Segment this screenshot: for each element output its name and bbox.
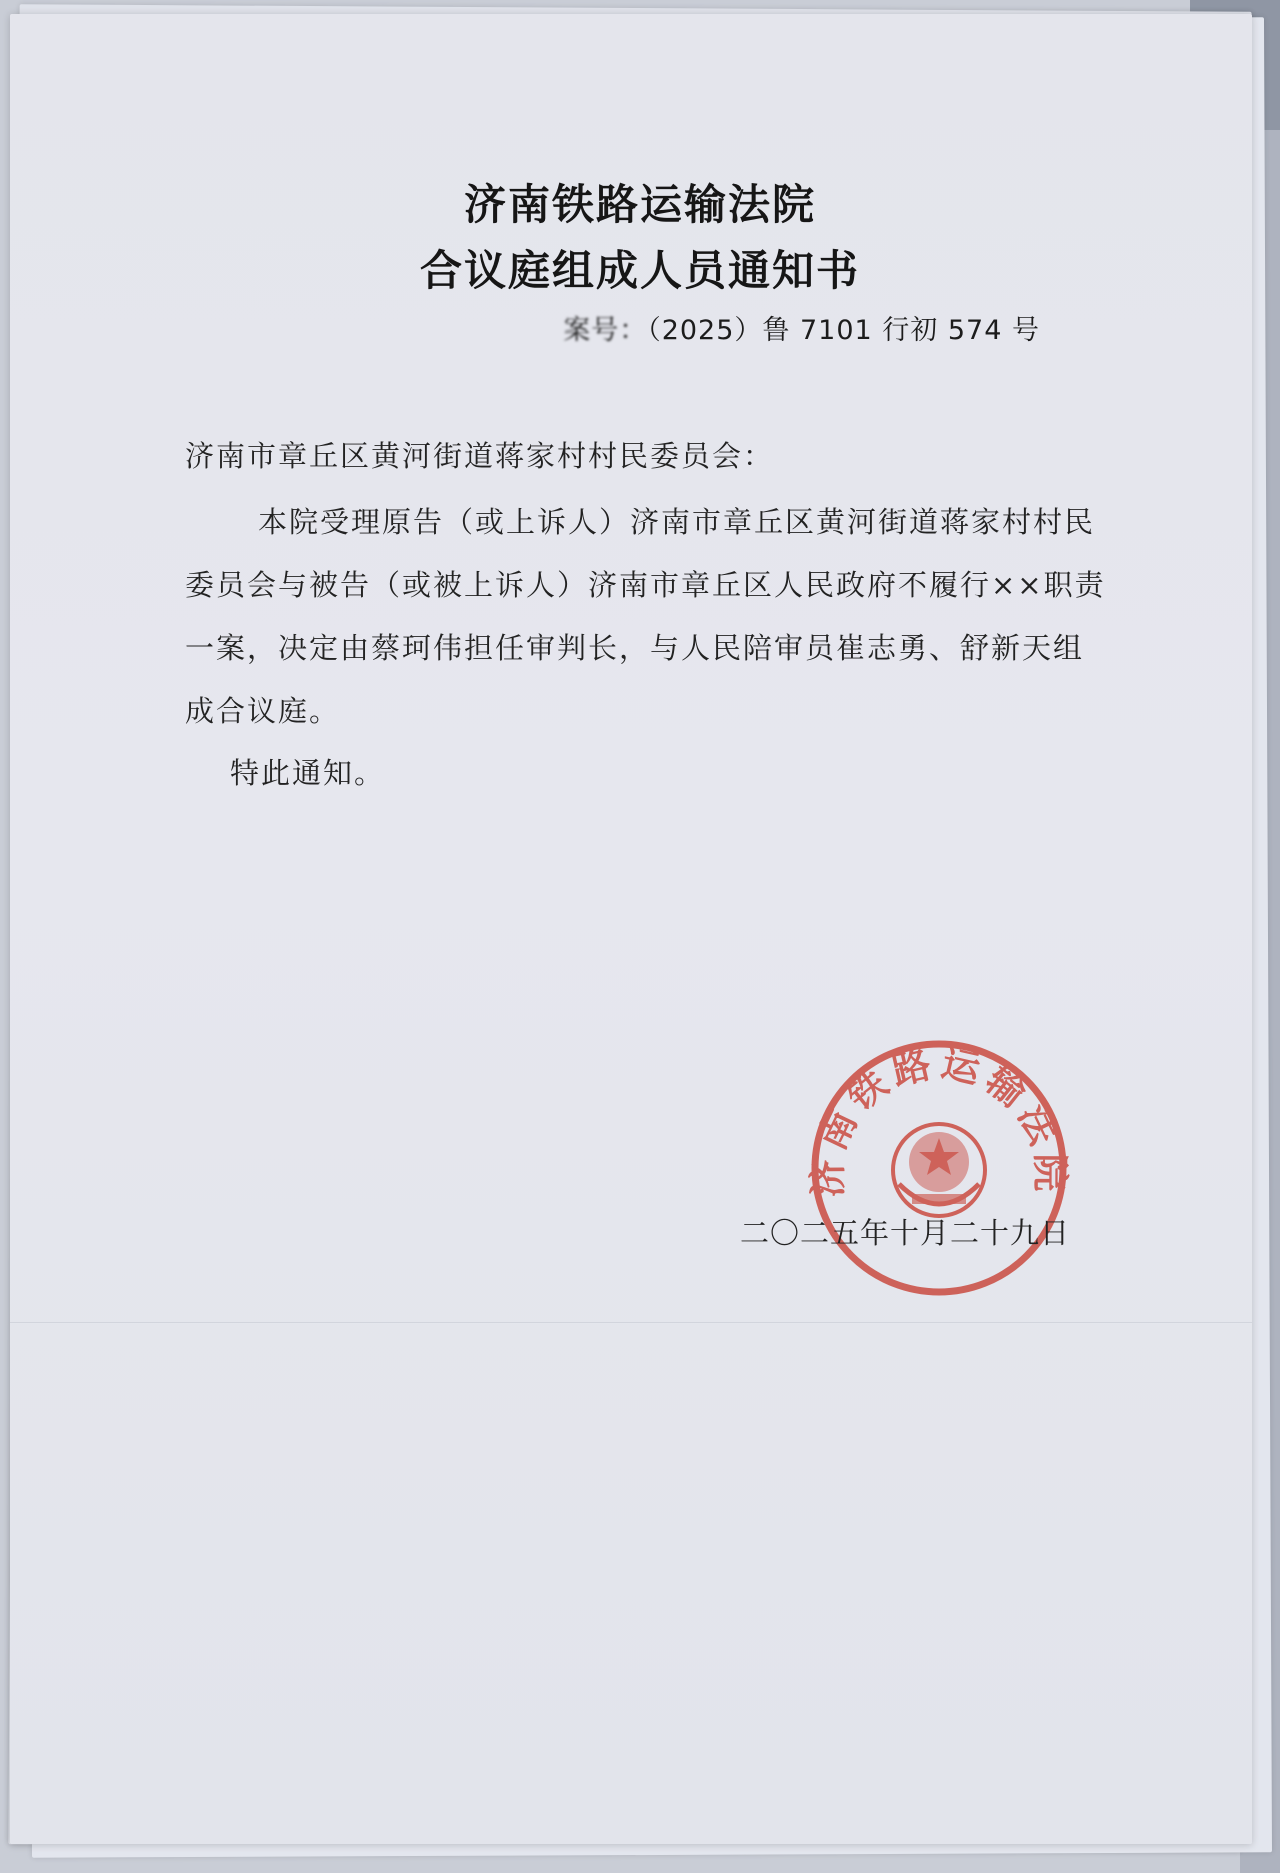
issue-date: 二〇二五年十月二十九日 — [740, 1216, 1071, 1250]
case-number — [563, 308, 1040, 347]
body-line: 委员会与被告（或被上诉人）济南市章丘区人民政府不履行××职责 — [185, 568, 1106, 602]
seal-arc-text: 济南铁路运输法院 — [804, 1039, 1074, 1198]
body-line: 成合议庭。 — [185, 694, 341, 728]
notice-title: 合议庭组成人员通知书 — [419, 246, 860, 295]
case-number-value: （2025）鲁 7101 行初 574 号 — [647, 315, 1040, 346]
body-line: 本院受理原告（或上诉人）济南市章丘区黄河街道蒋家村村民 — [258, 505, 1096, 539]
paper-fold-line — [10, 1322, 1252, 1324]
body-line: 一案，决定由蔡珂伟担任审判长，与人民陪审员崔志勇、舒新天组 — [185, 631, 1085, 665]
court-name-title: 济南铁路运输法院 — [463, 180, 816, 229]
closing-text: 特此通知。 — [230, 756, 386, 790]
national-emblem-icon — [893, 1124, 985, 1216]
recipient-salutation: 济南市章丘区黄河街道蒋家村村民委员会： — [185, 439, 775, 473]
court-seal-stamp — [804, 1034, 1074, 1302]
case-number-label: 案号： — [563, 315, 648, 346]
